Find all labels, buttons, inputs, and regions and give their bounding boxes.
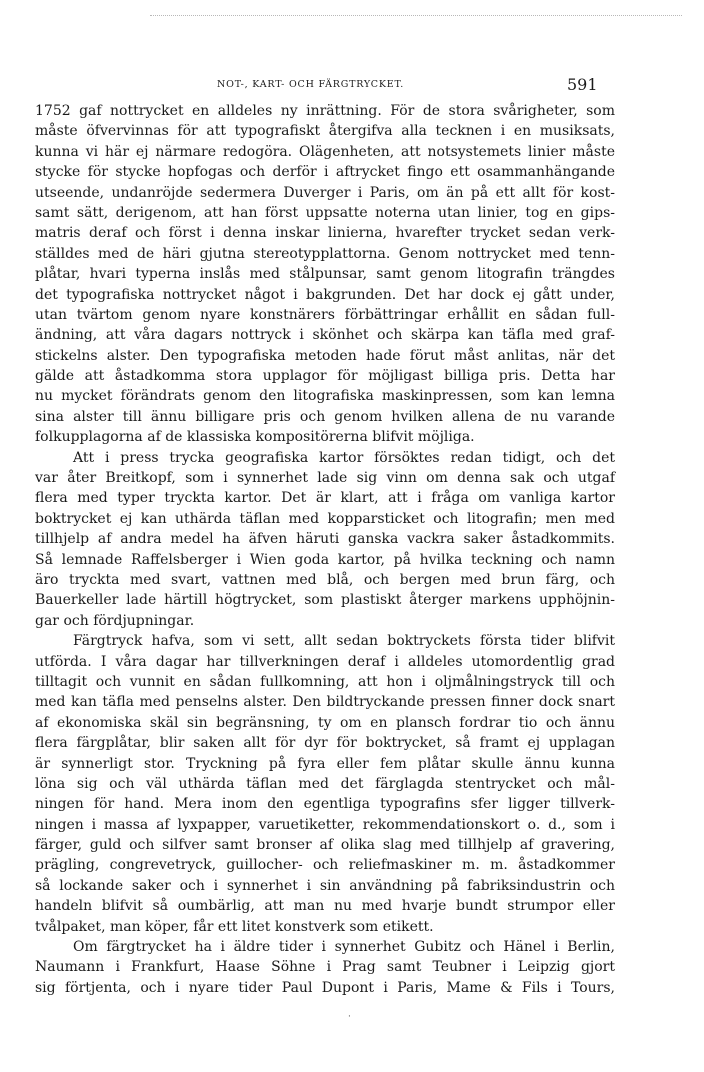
- text-line: det typografiska nottrycket något i bakgrunden. Det har dock ej gått under,: [35, 286, 615, 303]
- text-line: flera med typer tryckta kartor. Det är klart, att i fråga om vanliga kartor: [35, 490, 615, 507]
- text-line: flera färgplåtar, blir saken allt för dyr för boktrycket, så framt ej upplagan: [35, 735, 615, 752]
- text-line: boktrycket ej kan uthärda täflan med kopparsticket och litografin; men med: [35, 510, 615, 527]
- text-line: tillhjelp af andra medel ha äfven häruti ganska vackra saker åstadkommits.: [35, 531, 615, 548]
- text-line: Så lemnade Raffelsberger i Wien goda kartor, på hvilka teckning och namn: [35, 551, 615, 568]
- text-line: stycke för stycke hopfogas och derför i aftrycket fingo ett osammanhängande: [35, 164, 615, 181]
- text-line: handeln blifvit så oumbärlig, att man nu med hvarje bundt strumpor eller: [35, 898, 615, 915]
- top-dotted-rule: [150, 15, 682, 16]
- text-line: färger, guld och silfver samt bronser af olika slag med tillhjelp af gravering,: [35, 837, 615, 854]
- text-line: med kan täfla med penselns alster. Den bildtryckande pressen finner dock snart: [35, 694, 615, 711]
- text-line-paragraph-end: gar och fördjupningar.: [35, 612, 195, 629]
- text-line-paragraph-end: tvålpaket, man köper, får ett litet konstverk som etikett.: [35, 918, 434, 935]
- running-head: NOT-, KART- OCH FÄRGTRYCKET.: [217, 79, 405, 90]
- text-line: så lockande saker och i synnerhet i sin användning på fabriksindustrin och: [35, 877, 615, 894]
- text-line: utseende, undanröjde sedermera Duverger i Paris, om än på ett allt för kost-: [35, 184, 615, 201]
- text-line: tilltagit och vunnit en sådan fullkomning, att hon i oljmålningstryck till och: [35, 673, 615, 690]
- text-line: ställdes med de häri gjutna stereotypplattorna. Genom nottrycket med tenn-: [35, 245, 615, 262]
- text-line: matris deraf och först i denna inskar linierna, hvarefter trycket sedan verk-: [35, 225, 615, 242]
- page-number: 591: [567, 75, 598, 94]
- body-text: [35, 101, 615, 998]
- text-line: utan tvärtom genom nyare konstnärers förbättringar erhållit en sådan full-: [35, 306, 615, 323]
- text-line: sig förtjenta, och i nyare tider Paul Dupont i Paris, Mame & Fils i Tours,: [35, 979, 615, 996]
- text-line-paragraph-end: folkupplagorna af de klassiska kompositörerna blifvit möjliga.: [35, 429, 475, 446]
- text-line-paragraph-start: Färgtryck hafva, som vi sett, allt sedan boktryckets första tider blifvit: [73, 633, 615, 650]
- text-line: måste öfvervinnas för att typografiskt återgifva alla tecknen i en musiksats,: [35, 123, 615, 140]
- text-line: Bauerkeller lade härtill högtrycket, som plastiskt återger markens upphöjnin-: [35, 592, 615, 609]
- text-line: af ekonomiska skäl sin begränsning, ty om en plansch fordrar tio och ännu: [35, 714, 615, 731]
- text-line: utförda. I våra dagar har tillverkningen deraf i alldeles utomordentlig grad: [35, 653, 615, 670]
- text-line: sina alster till ännu billigare pris och genom hvilken allena de nu varande: [35, 408, 615, 425]
- text-line: samt sätt, derigenom, att han först uppsatte noterna utan linier, tog en gips-: [35, 204, 615, 221]
- text-line: ningen för hand. Mera inom den egentliga typografins sfer ligger tillverk-: [35, 796, 615, 813]
- text-line: prägling, congrevetryck, guillocher- och reliefmaskiner m. m. åstadkommer: [35, 857, 615, 874]
- text-line-paragraph-start: Om färgtrycket ha i äldre tider i synnerhet Gubitz och Hänel i Berlin,: [73, 939, 615, 956]
- footer-mark: ·: [348, 1012, 351, 1022]
- text-line-paragraph-start: Att i press trycka geografiska kartor försöktes redan tidigt, och det: [73, 449, 615, 466]
- text-line: kunna vi här ej närmare redogöra. Olägenheten, att notsystemets linier måste: [35, 143, 615, 160]
- text-line: stickelns alster. Den typografiska metoden hade förut måst anlitas, när det: [35, 347, 615, 364]
- text-line: plåtar, hvari typerna inslås med stålpunsar, samt genom litografin trängdes: [35, 266, 615, 283]
- text-line: Naumann i Frankfurt, Haase Söhne i Prag samt Teubner i Leipzig gjort: [35, 959, 615, 976]
- text-line: löna sig och väl uthärda täflan med det färglagda stentrycket och mål-: [35, 775, 615, 792]
- text-line: var åter Breitkopf, som i synnerhet lade sig vinn om denna sak och utgaf: [35, 470, 615, 487]
- text-line: äro tryckta med svart, vattnen med blå, och bergen med brun färg, och: [35, 571, 615, 588]
- text-line: 1752 gaf nottrycket en alldeles ny inrättning. För de stora svårigheter, som: [35, 103, 615, 119]
- text-line: ändning, att våra dagars nottryck i skönhet och skärpa kan täfla med graf-: [35, 327, 615, 344]
- text-line: nu mycket förändrats genom den litografiska maskinpressen, som kan lemna: [35, 388, 615, 405]
- text-line: gälde att åstadkomma stora upplagor för möjligast billiga pris. Detta har: [35, 368, 615, 385]
- text-line: är synnerligt stor. Tryckning på fyra eller fem plåtar skulle ännu kunna: [35, 755, 615, 772]
- text-line: ningen i massa af lyxpapper, varuetiketter, rekommendationskort o. d., som i: [35, 816, 615, 833]
